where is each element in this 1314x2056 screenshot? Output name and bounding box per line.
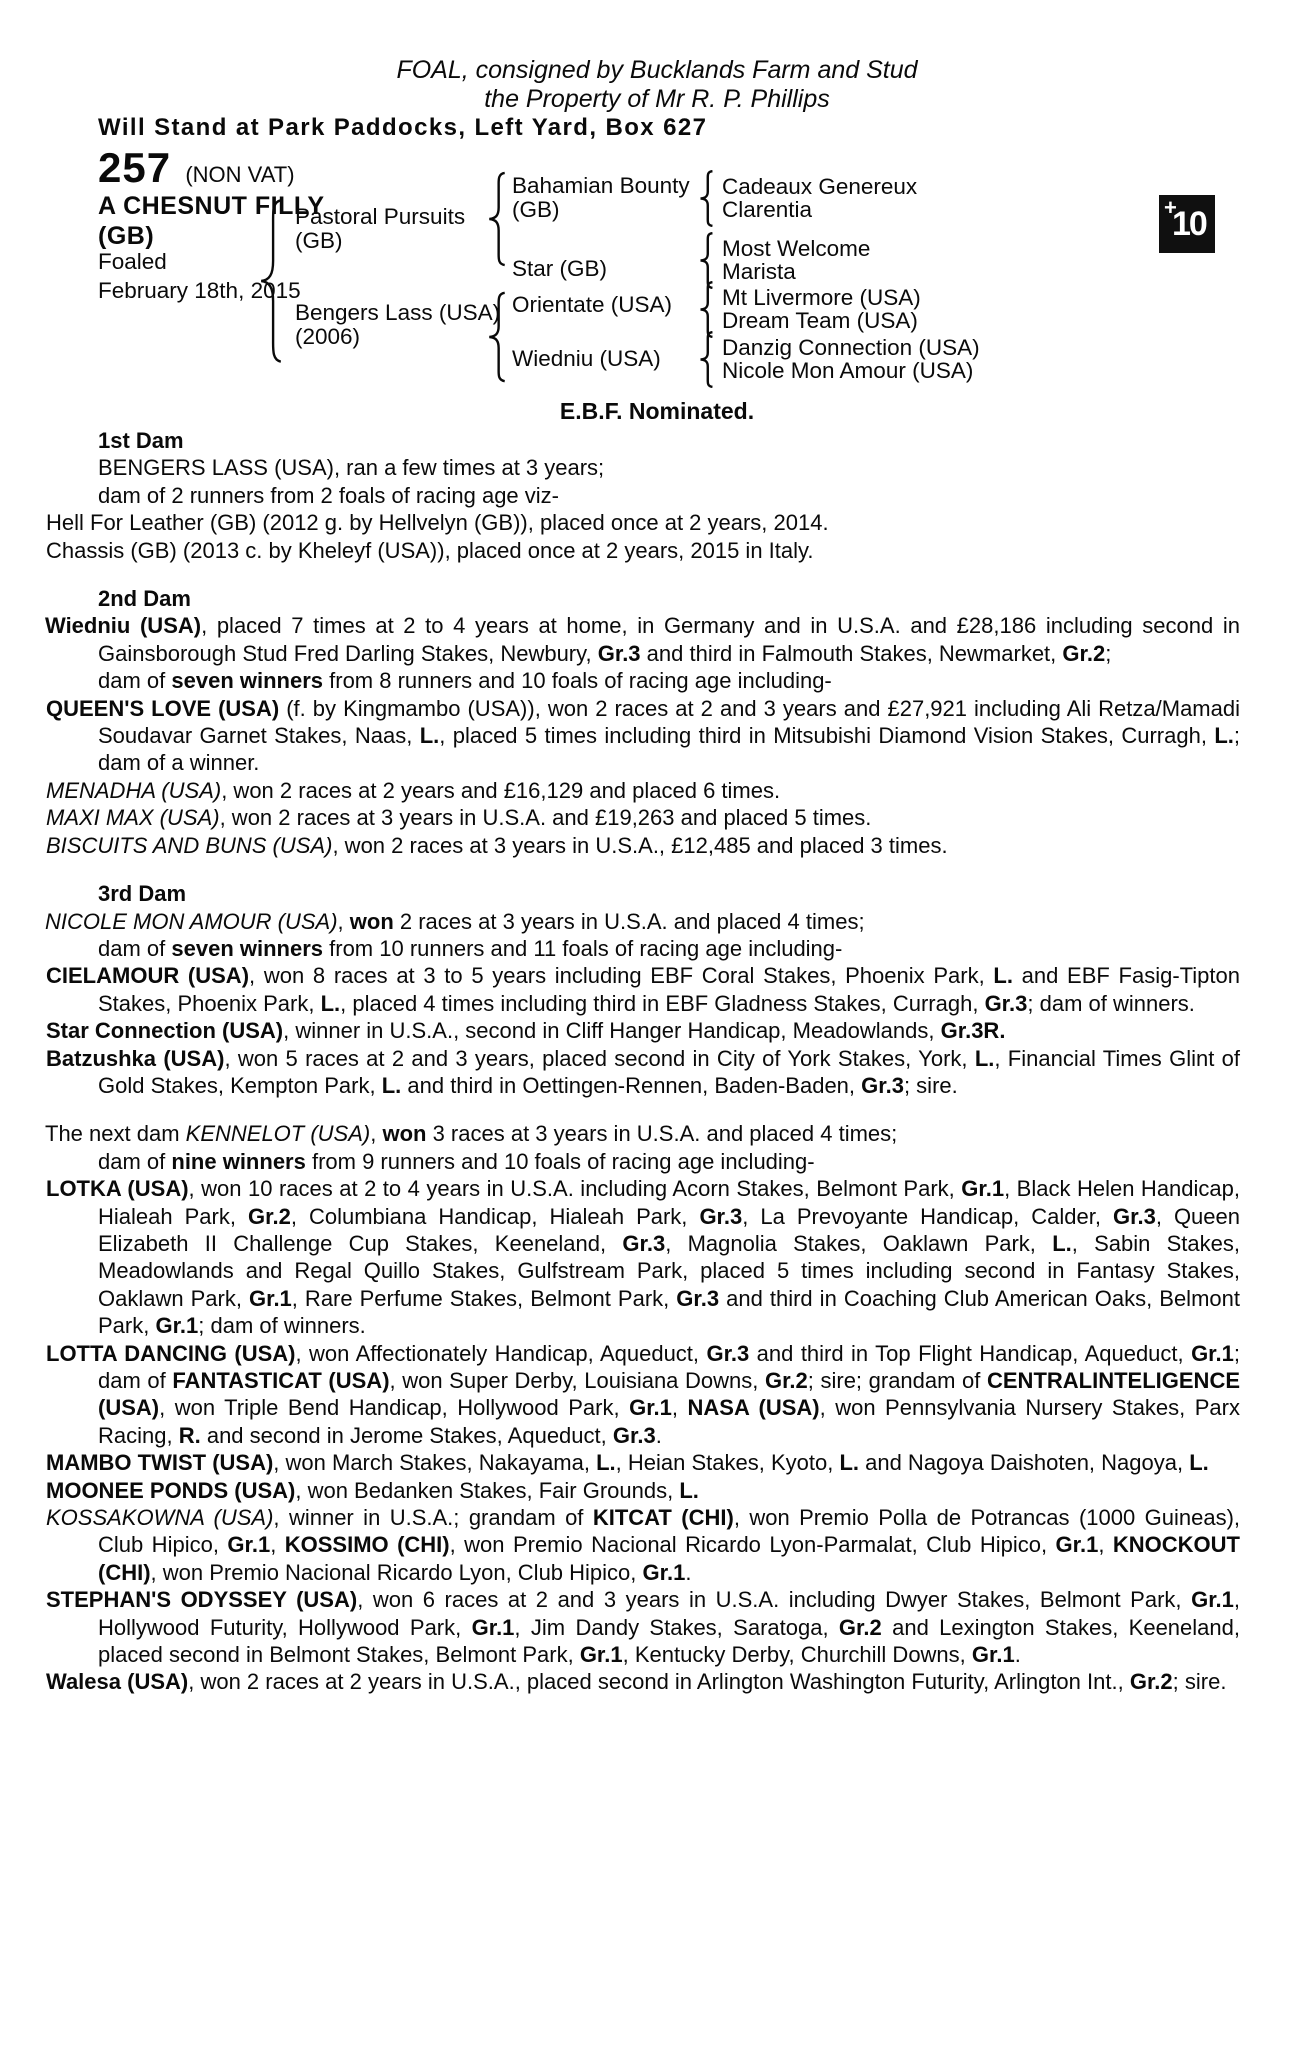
- plain-text: , won 2 races at 3 years in U.S.A., £12,485 and placed 3 times.: [332, 832, 948, 858]
- pedigree-paragraph: [46, 1477, 1240, 1504]
- plain-text: , won Super Derby, Louisiana Downs,: [389, 1368, 765, 1393]
- plain-text: dam of 2 runners from 2 foals of racing age viz-: [98, 482, 559, 508]
- plain-text: , Magnolia Stakes, Oaklawn Park,: [665, 1230, 1053, 1256]
- grandsire-sire-side: [512, 174, 690, 221]
- emphasis-text: L.: [381, 1072, 402, 1098]
- section-gap: [98, 1099, 1240, 1120]
- plain-text: , Black Helen Handicap, Hialeah Park,: [98, 1176, 1240, 1229]
- plain-text: and third in Top Flight Handicap, Aqueduct,: [749, 1340, 1192, 1366]
- plain-text: , won 2 races at 2 years in U.S.A., placed second in Arlington Washington Futurity, Arlington Int.,: [188, 1669, 1130, 1695]
- emphasis-text: L.: [974, 1045, 995, 1071]
- plain-text: , Kentucky Derby, Churchill Downs,: [622, 1642, 972, 1668]
- plain-text: , won Affectionately Handicap, Aqueduct,: [295, 1340, 707, 1366]
- horse-name-line1: A CHESNUT FILLY: [98, 192, 325, 220]
- granddam-dam-side: Wiedniu (USA): [512, 346, 661, 371]
- emphasis-text: Gr.2: [1062, 640, 1106, 666]
- plus10-number: 10: [1172, 205, 1206, 243]
- emphasis-text: Gr.3: [612, 1422, 656, 1448]
- plain-text: Chassis (GB) (2013 c. by Kheleyf (USA)), placed once at 2 years, 2015 in Italy.: [46, 537, 814, 563]
- plain-text: , won 5 races at 2 and 3 years, placed second in City of York Stakes, York,: [224, 1045, 975, 1071]
- emphasis-text: Gr.3R.: [940, 1018, 1006, 1044]
- pedigree-paragraph: [46, 1504, 1241, 1586]
- brace-sire-parents: [486, 171, 508, 267]
- plain-text: , won Premio Nacional Ricardo Lyon-Parmalat, Club Hipico,: [449, 1532, 1056, 1558]
- emphasis-text: seven winners: [171, 935, 324, 961]
- granddam-sire-side: Star (GB): [512, 256, 608, 281]
- emphasis-text: Gr.1: [227, 1532, 271, 1558]
- plain-text: dam of: [98, 668, 172, 694]
- italic-name: KENNELOT (USA): [185, 1121, 371, 1147]
- emphasis-text: Gr.1: [971, 1642, 1015, 1668]
- plain-text: , winner in U.S.A.; grandam of: [273, 1505, 593, 1531]
- emphasis-text: L.: [1214, 723, 1234, 749]
- brace-ggp-4: [698, 331, 715, 388]
- plain-text: , won Bedanken Stakes, Fair Grounds,: [295, 1477, 680, 1503]
- plain-text: ,: [270, 1532, 285, 1558]
- plain-text: BENGERS LASS (USA), ran a few times at 3 years;: [98, 455, 605, 481]
- emphasis-text: Gr.2: [838, 1614, 882, 1640]
- plain-text: ; sire.: [1172, 1669, 1227, 1695]
- plain-text: , won 8 races at 3 to 5 years including EBF Coral Stakes, Phoenix Park,: [249, 963, 994, 989]
- emphasis-text: Gr.1: [1055, 1532, 1099, 1558]
- plain-text: , Queen Elizabeth II Challenge Cup Stakes, Keeneland,: [98, 1203, 1240, 1256]
- plain-text: .: [1014, 1642, 1021, 1668]
- emphasis-text: Gr.2: [764, 1368, 808, 1393]
- plain-text: and third in Coaching Club American Oaks, Belmont Park,: [98, 1285, 1240, 1339]
- dam-name-line2: (2006): [295, 323, 361, 349]
- ggp-name: Most Welcome: [722, 236, 871, 261]
- plain-text: dam of: [98, 935, 172, 961]
- emphasis-text: QUEEN'S LOVE (USA): [46, 695, 280, 721]
- ggp-name: Mt Livermore (USA): [722, 285, 921, 310]
- lot-header: [98, 144, 295, 192]
- plain-text: , Rare Perfume Stakes, Belmont Park,: [291, 1285, 677, 1311]
- brace-main: [257, 197, 285, 365]
- lot-vat-status: (NON VAT): [185, 162, 295, 187]
- plain-text: , won Premio Polla de Potrancas (1000 Guineas), Club Hipico,: [98, 1505, 1241, 1558]
- ggp-name: Clarentia: [722, 197, 813, 222]
- sire-name-line1: Pastoral Pursuits: [295, 204, 466, 229]
- foaled-date: February 18th, 2015: [98, 277, 301, 303]
- plain-text: , placed 7 times at 2 to 4 years at home, in Germany and in U.S.A. and £28,186 including second in Gainsborough Stud Fred Darling Stakes, Newbury,: [98, 613, 1240, 666]
- emphasis-text: Walesa (USA): [46, 1669, 189, 1695]
- section-heading: 2nd Dam: [98, 586, 191, 612]
- emphasis-text: L.: [839, 1450, 859, 1476]
- plain-text: ; dam of: [98, 1340, 1240, 1393]
- italic-name: BISCUITS AND BUNS (USA): [46, 832, 333, 858]
- plain-text: from 8 runners and 10 foals of racing age including-: [323, 668, 832, 694]
- brace-ggp-1: [698, 170, 715, 227]
- pedigree-paragraph: [46, 1586, 1241, 1668]
- emphasis-text: won: [349, 908, 394, 934]
- section-gap: [98, 564, 1240, 585]
- pedigree-paragraph: [45, 612, 1240, 667]
- plain-text: and Nagoya Daishoten, Nagoya,: [859, 1450, 1190, 1476]
- plain-text: , won 2 races at 2 years and £16,129 and placed 6 times.: [221, 777, 781, 803]
- plain-text: and third in Falmouth Stakes, Newmarket,: [640, 640, 1063, 666]
- grandsire-sire-line1: Bahamian Bounty: [512, 173, 690, 198]
- plain-text: ,: [1098, 1532, 1113, 1558]
- ebf-nominated-line: E.B.F. Nominated.: [559, 398, 755, 424]
- pedigree-paragraph: [46, 804, 1240, 831]
- horse-name: [98, 191, 325, 251]
- plain-text: , Columbiana Handicap, Hialeah Park,: [290, 1203, 700, 1229]
- lot-number: 257: [98, 144, 172, 191]
- pedigree-paragraph: [98, 1148, 1240, 1175]
- plain-text: , won March Stakes, Nakayama,: [273, 1450, 597, 1476]
- plain-text: and third in Oettingen-Rennen, Baden-Baden,: [401, 1072, 862, 1098]
- emphasis-text: Gr.1: [642, 1559, 686, 1585]
- italic-name: KOSSAKOWNA (USA): [46, 1505, 274, 1531]
- plain-text: , winner in U.S.A., second in Cliff Hanger Handicap, Meadowlands,: [283, 1018, 941, 1044]
- plain-text: and EBF Fasig-Tipton Stakes, Phoenix Park,: [98, 963, 1240, 1016]
- emphasis-text: Gr.3: [984, 990, 1028, 1016]
- plain-text: ;: [1105, 640, 1112, 666]
- plain-text: The next dam: [45, 1121, 186, 1147]
- pedigree-paragraph: [46, 962, 1240, 1017]
- ggp-name: Nicole Mon Amour (USA): [722, 358, 974, 383]
- ggp-name: Dream Team (USA): [722, 308, 918, 333]
- emphasis-text: LOTKA (USA): [46, 1176, 189, 1202]
- emphasis-text: Gr.1: [961, 1176, 1005, 1202]
- pedigree-paragraph: [45, 1120, 1240, 1147]
- plain-text: and second in Jerome Stakes, Aqueduct,: [200, 1422, 613, 1448]
- plain-text: , Hollywood Futurity, Hollywood Park,: [98, 1587, 1241, 1640]
- section-heading: 3rd Dam: [98, 881, 187, 907]
- plain-text: ; sire.: [903, 1072, 958, 1098]
- dam-name: [295, 301, 500, 348]
- emphasis-text: nine winners: [171, 1148, 306, 1174]
- emphasis-text: Gr.3: [861, 1072, 904, 1098]
- plain-text: , Heian Stakes, Kyoto,: [615, 1450, 840, 1476]
- pedigree-paragraph: [46, 1175, 1241, 1339]
- emphasis-text: L.: [993, 963, 1013, 989]
- plain-text: , won Triple Bend Handicap, Hollywood Park,: [159, 1395, 630, 1421]
- stand-location-line: Will Stand at Park Paddocks, Left Yard, Box 627: [98, 114, 708, 141]
- pedigree-text: [45, 427, 1241, 1696]
- emphasis-text: CIELAMOUR (USA): [46, 963, 250, 989]
- dam-name-line1: Bengers Lass (USA): [295, 300, 501, 325]
- emphasis-text: Gr.3: [676, 1285, 720, 1311]
- pedigree-paragraph: [46, 1340, 1240, 1450]
- plain-text: , La Prevoyante Handicap, Calder,: [742, 1203, 1113, 1229]
- plain-text: ,: [370, 1121, 383, 1147]
- plain-text: from 9 runners and 10 foals of racing age including-: [305, 1148, 815, 1174]
- pedigree-paragraph: [45, 908, 1240, 935]
- plain-text: ; dam of winners.: [1027, 990, 1195, 1016]
- plain-text: ; dam of winners.: [198, 1313, 366, 1339]
- italic-name: MENADHA (USA): [46, 777, 222, 803]
- pedigree-paragraph: [46, 1668, 1240, 1695]
- emphasis-text: KITCAT (CHI): [592, 1505, 734, 1531]
- plain-text: , placed 5 times including third in Mitsubishi Diamond Vision Stakes, Curragh,: [439, 723, 1215, 749]
- emphasis-text: MAMBO TWIST (USA): [46, 1450, 274, 1476]
- grandsire-dam-side: Orientate (USA): [512, 292, 673, 317]
- section-gap: [98, 859, 1240, 880]
- ggp-name: Cadeaux Genereux: [722, 174, 918, 199]
- emphasis-text: Star Connection (USA): [46, 1018, 284, 1044]
- emphasis-text: L.: [596, 1450, 616, 1476]
- plain-text: .: [655, 1422, 662, 1448]
- emphasis-text: Gr.2: [248, 1203, 291, 1229]
- plus-icon: +: [1164, 195, 1177, 220]
- emphasis-text: KOSSIMO (CHI): [284, 1532, 450, 1558]
- plain-text: , won Pennsylvania Nursery Stakes, Parx Racing,: [98, 1395, 1240, 1448]
- emphasis-text: Gr.3: [706, 1340, 750, 1366]
- emphasis-text: L.: [1052, 1230, 1072, 1256]
- emphasis-text: Gr.1: [248, 1285, 292, 1311]
- plain-text: ; sire; grandam of: [807, 1368, 987, 1393]
- emphasis-text: L.: [679, 1477, 699, 1503]
- emphasis-text: won: [382, 1121, 427, 1147]
- pedigree-paragraph: [46, 1045, 1241, 1100]
- emphasis-text: Gr.1: [579, 1642, 623, 1668]
- pedigree-paragraph: [98, 667, 1240, 694]
- pedigree-paragraph: [46, 832, 1240, 859]
- plain-text: ; dam of a winner.: [98, 723, 1240, 776]
- pedigree-table: [0, 142, 1314, 397]
- plain-text: , placed 4 times including third in EBF Gladness Stakes, Curragh,: [340, 990, 985, 1016]
- consignor-line-2: the Property of Mr R. P. Phillips: [484, 85, 830, 113]
- foaled-label: Foaled: [98, 249, 167, 274]
- plain-text: 3 races at 3 years in U.S.A. and placed 4 times;: [426, 1121, 898, 1147]
- emphasis-text: STEPHAN'S ODYSSEY (USA): [46, 1587, 358, 1613]
- horse-name-line2: (GB): [98, 222, 155, 250]
- consignor-line-1: FOAL, consigned by Bucklands Farm and Stud: [396, 56, 918, 84]
- emphasis-text: Gr.1: [155, 1313, 199, 1339]
- pedigree-paragraph: [46, 1017, 1240, 1044]
- plain-text: and Lexington Stakes, Keeneland, placed second in Belmont Stakes, Belmont Park,: [98, 1614, 1240, 1668]
- section-heading: 1st Dam: [98, 428, 184, 453]
- pedigree-paragraph: [46, 695, 1240, 777]
- plain-text: , won Premio Nacional Ricardo Lyon, Club Hipico,: [150, 1559, 643, 1585]
- emphasis-text: Gr.3: [699, 1203, 743, 1229]
- pedigree-paragraph: [98, 454, 1240, 481]
- sire-name: [295, 205, 465, 252]
- plain-text: dam of: [98, 1148, 172, 1174]
- pedigree-paragraph: [46, 537, 1240, 564]
- emphasis-text: Gr.2: [1129, 1669, 1173, 1695]
- pedigree-paragraph: [46, 509, 1240, 536]
- ggp-name: Danzig Connection (USA): [722, 335, 980, 360]
- plain-text: ,: [337, 908, 350, 934]
- emphasis-text: Gr.1: [1191, 1587, 1234, 1613]
- emphasis-text: CENTRALINTELIGENCE (USA): [98, 1368, 1240, 1421]
- pedigree-paragraph: [46, 777, 1240, 804]
- emphasis-text: Batzushka (USA): [46, 1045, 225, 1071]
- ggp-name: Marista: [722, 259, 796, 284]
- pedigree-paragraph: [46, 1449, 1240, 1476]
- emphasis-text: L.: [1189, 1450, 1209, 1476]
- pedigree-paragraph: [98, 935, 1240, 962]
- emphasis-text: R.: [178, 1422, 201, 1448]
- plain-text: from 10 runners and 11 foals of racing age including-: [323, 935, 843, 961]
- italic-name: MAXI MAX (USA): [46, 805, 220, 831]
- emphasis-text: Gr.3: [622, 1230, 666, 1256]
- emphasis-text: Gr.3: [597, 640, 641, 666]
- emphasis-text: KNOCKOUT (CHI): [98, 1532, 1240, 1585]
- plain-text: , won 6 races at 2 and 3 years in U.S.A. including Dwyer Stakes, Belmont Park,: [357, 1587, 1192, 1613]
- plain-text: , won 2 races at 3 years in U.S.A. and £19,263 and placed 5 times.: [219, 805, 872, 831]
- emphasis-text: Wiedniu (USA): [45, 613, 202, 639]
- emphasis-text: Gr.1: [1191, 1340, 1234, 1366]
- plain-text: , Financial Times Glint of Gold Stakes, Kempton Park,: [98, 1045, 1241, 1098]
- emphasis-text: MOONEE PONDS (USA): [46, 1477, 296, 1503]
- plain-text: , won 10 races at 2 to 4 years in U.S.A. including Acorn Stakes, Belmont Park,: [188, 1176, 962, 1202]
- emphasis-text: LOTTA DANCING (USA): [46, 1340, 296, 1366]
- plain-text: ,: [671, 1395, 688, 1421]
- plain-text: .: [685, 1559, 692, 1585]
- pedigree-paragraph: [98, 482, 1240, 509]
- emphasis-text: Gr.1: [629, 1395, 672, 1421]
- plain-text: (f. by Kingmambo (USA)), won 2 races at 2 and 3 years and £27,921 including Ali Retza/Mamadi Soudavar Garnet Stakes, Naas,: [98, 695, 1240, 749]
- brace-ggp-3: [698, 281, 715, 338]
- plain-text: , Jim Dandy Stakes, Saratoga,: [514, 1614, 839, 1640]
- grandsire-sire-line2: (GB): [512, 196, 560, 222]
- emphasis-text: seven winners: [171, 668, 324, 694]
- emphasis-text: Gr.1: [471, 1614, 515, 1640]
- emphasis-text: FANTASTICAT (USA): [172, 1368, 390, 1393]
- plain-text: Hell For Leather (GB) (2012 g. by Hellvelyn (GB)), placed once at 2 years, 2014.: [46, 510, 829, 536]
- emphasis-text: NASA (USA): [687, 1395, 820, 1421]
- sire-name-line2: (GB): [295, 227, 343, 253]
- emphasis-text: Gr.3: [1113, 1203, 1156, 1229]
- italic-name: NICOLE MON AMOUR (USA): [45, 908, 338, 934]
- plain-text: 2 races at 3 years in U.S.A. and placed 4 times;: [393, 908, 865, 934]
- emphasis-text: L.: [419, 723, 440, 749]
- emphasis-text: L.: [320, 990, 341, 1016]
- plain-text: , Sabin Stakes, Meadowlands and Regal Quillo Stakes, Gulfstream Park, placed 5 times including second in Fantasy Stakes, Oaklawn Park,: [98, 1230, 1241, 1311]
